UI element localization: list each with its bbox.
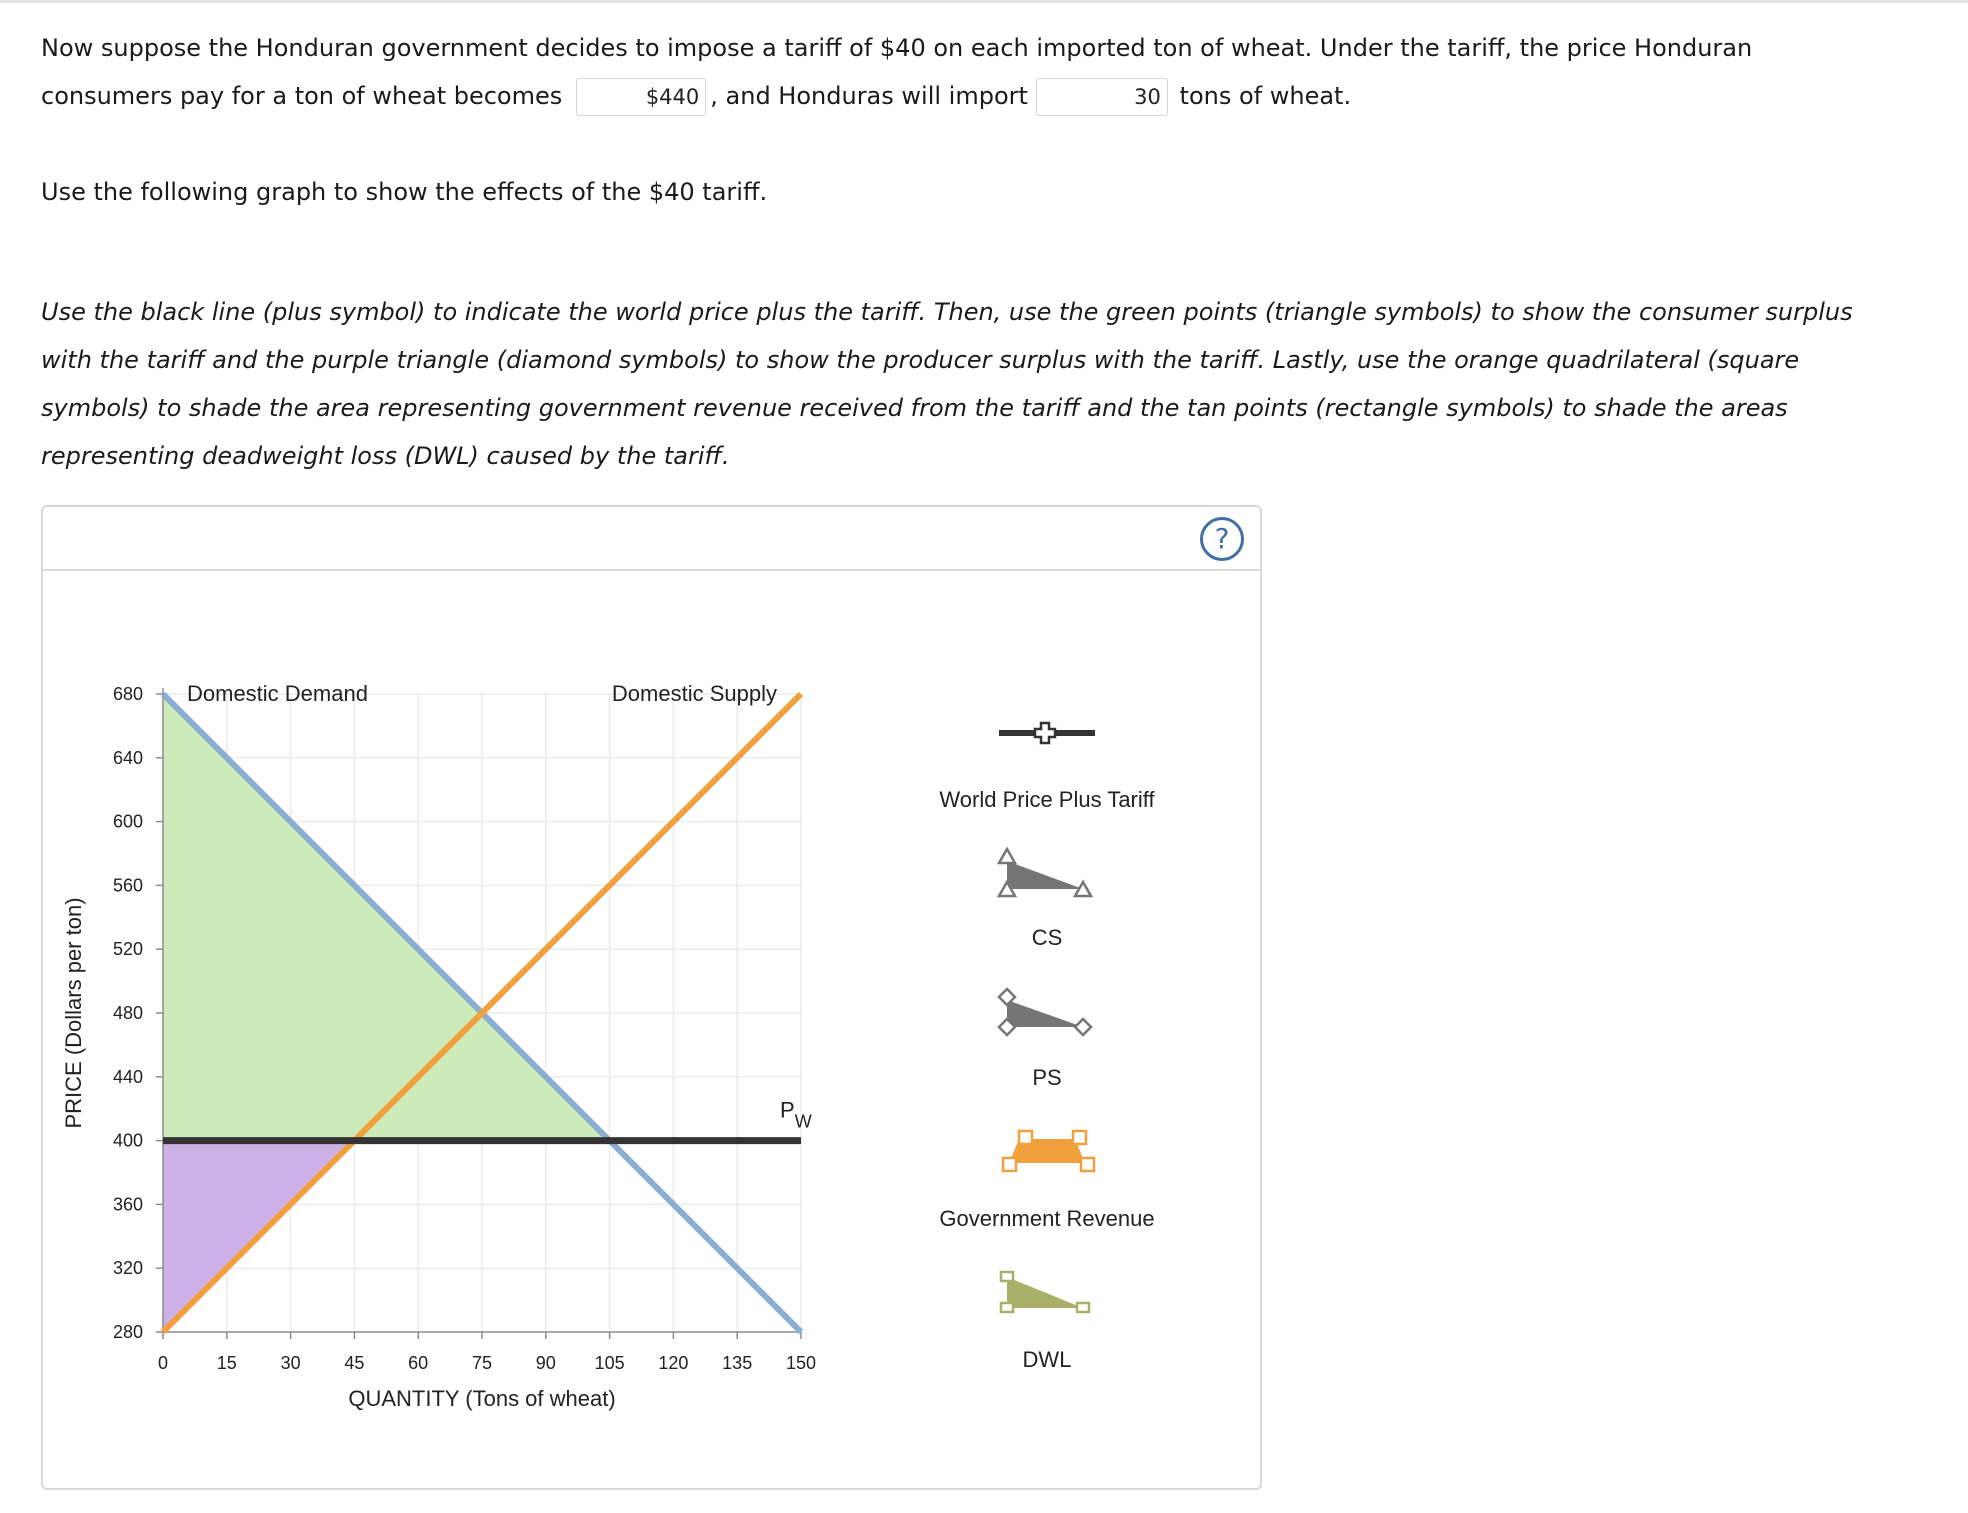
graph-canvas[interactable] xyxy=(43,507,1264,1492)
x-tick-label: 150 xyxy=(785,1353,817,1373)
y-tick-label: 560 xyxy=(112,875,143,896)
tool-instruction-line-4: representing deadweight loss (DWL) caused by the tariff. xyxy=(41,442,730,470)
cs-tool[interactable] xyxy=(999,849,1091,950)
question-line-2-prefix: consumers pay for a ton of wheat becomes xyxy=(41,82,563,110)
y-tick-label: 520 xyxy=(112,939,143,960)
top-divider xyxy=(0,0,1968,3)
y-tick-label: 600 xyxy=(112,811,143,832)
ps-label: PS xyxy=(1032,1065,1062,1090)
x-tick-label: 135 xyxy=(722,1353,753,1373)
domestic-demand-label: Domestic Demand xyxy=(187,681,368,706)
tool-instruction-line-2: with the tariff and the purple triangle (diamond symbols) to show the producer surplus with the tariff. Lastly, use the orange quadrilateral (square xyxy=(41,346,1800,374)
triangle-tool-icon xyxy=(999,849,1091,896)
domestic-supply-label: Domestic Supply xyxy=(611,681,777,706)
rectangle-tool-icon xyxy=(1001,1272,1089,1312)
x-tick-label: 60 xyxy=(408,1353,429,1373)
question-line-2-suffix: tons of wheat. xyxy=(1179,82,1352,110)
tool-instruction-line-3: symbols) to shade the area representing government revenue received from the tariff and the tan points (rectangle symbols) to shade the areas xyxy=(41,394,1788,422)
x-tick-label: 15 xyxy=(216,1353,237,1373)
world-price-plus-tariff-tool[interactable] xyxy=(939,723,1155,812)
dwl-tool[interactable] xyxy=(1001,1272,1089,1372)
x-tick-label: 0 xyxy=(157,1353,169,1373)
x-tick-label: 30 xyxy=(280,1353,301,1373)
tool-palette xyxy=(939,723,1155,1372)
x-tick-label: 120 xyxy=(658,1353,689,1373)
tool-instruction-line-1: Use the black line (plus symbol) to indicate the world price plus the tariff. Then, use the green points (triangle symbols) to show the consumer surplus xyxy=(41,298,1853,326)
x-axis-label: QUANTITY (Tons of wheat) xyxy=(348,1386,616,1411)
question-line-2-middle: , and Honduras will import xyxy=(710,82,1028,110)
x-tick-label: 75 xyxy=(471,1353,493,1373)
y-tick-label: 280 xyxy=(112,1322,143,1342)
ps-tool[interactable] xyxy=(999,989,1091,1090)
y-tick-label: 480 xyxy=(112,1003,143,1023)
y-tick-label: 640 xyxy=(112,747,143,768)
tool-instructions xyxy=(41,288,1853,480)
import-quantity-answer-field[interactable]: 30 xyxy=(1036,78,1168,116)
price-answer-field[interactable]: $440 xyxy=(576,78,706,116)
y-axis-label: PRICE (Dollars per ton) xyxy=(61,897,86,1129)
y-tick-label: 440 xyxy=(112,1066,143,1087)
dwl-label: DWL xyxy=(1022,1347,1072,1372)
tariff-question xyxy=(41,24,1752,120)
world-price-label: $P_W$ xyxy=(780,1097,812,1132)
x-tick-label: 45 xyxy=(344,1353,365,1373)
plus-line-icon xyxy=(999,723,1095,743)
diamond-tool-icon xyxy=(999,989,1091,1035)
x-tick-label: 90 xyxy=(535,1353,556,1373)
graph-panel xyxy=(41,505,1262,1490)
government-revenue-label: Government Revenue xyxy=(939,1206,1155,1231)
government-revenue-tool[interactable] xyxy=(939,1131,1154,1231)
y-tick-label: 400 xyxy=(112,1130,143,1151)
square-tool-icon xyxy=(1003,1131,1094,1171)
help-icon[interactable]: ? xyxy=(1200,517,1244,561)
y-tick-label: 320 xyxy=(112,1258,143,1279)
graph-instruction: Use the following graph to show the effects of the $40 tariff. xyxy=(41,178,768,206)
y-tick-label: 360 xyxy=(112,1194,143,1215)
world-price-plus-tariff-label: World Price Plus Tariff xyxy=(939,787,1155,812)
cs-label: CS xyxy=(1031,925,1063,950)
question-line-1: Now suppose the Honduran government decides to impose a tariff of $40 on each imported ton of wheat. Under the tariff, the price Honduran xyxy=(41,34,1753,62)
y-tick-label: 680 xyxy=(112,684,143,704)
x-tick-label: 105 xyxy=(594,1353,625,1373)
